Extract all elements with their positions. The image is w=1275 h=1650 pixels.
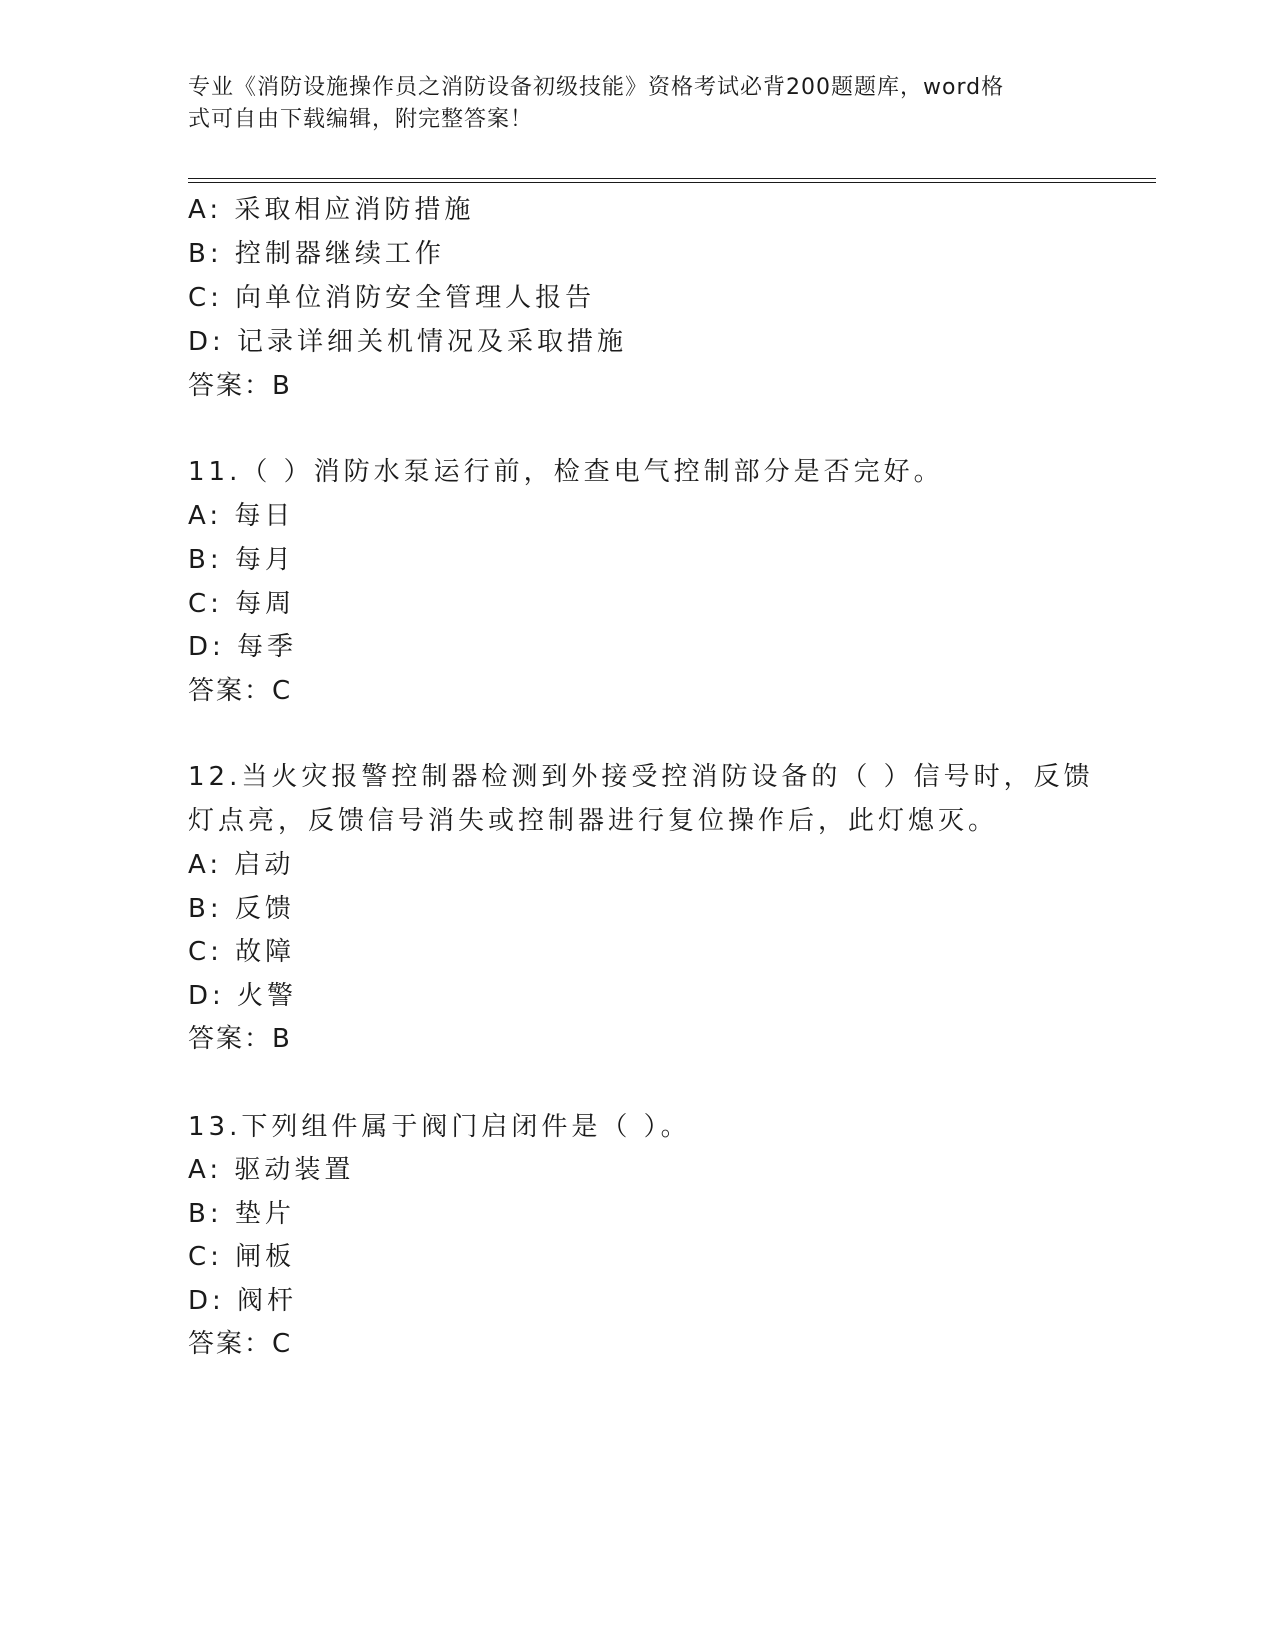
q11-option-d: D: 每季 [188,632,298,662]
q12-option-b: B: 反馈 [188,894,295,924]
q13-stem: 13.下列组件属于阀门启闭件是（ ）。 [188,1112,691,1142]
q13-option-d: D: 阀杆 [188,1286,298,1316]
header-divider-bottom [188,182,1156,183]
q11-stem: 11.（ ）消防水泵运行前，检查电气控制部分是否完好。 [188,457,944,487]
q12-option-d: D: 火警 [188,981,298,1011]
q12-stem-line-1: 12.当火灾报警控制器检测到外接受控消防设备的（ ）信号时，反馈 [188,762,1094,792]
q10-option-b: B: 控制器继续工作 [188,239,445,269]
q11-option-b: B: 每月 [188,545,295,575]
q10-option-c: C: 向单位消防安全管理人报告 [188,283,596,313]
q12-option-a: A: 启动 [188,850,295,880]
q13-option-b: B: 垫片 [188,1199,295,1229]
header-line-2: 式可自由下载编辑，附完整答案！ [188,107,534,132]
q11-option-a: A: 每日 [188,501,295,531]
q11-option-c: C: 每周 [188,589,296,619]
header-divider-top [188,178,1156,179]
q11-answer: 答案：C [188,676,293,706]
document-header [188,72,1068,136]
header-line-1: 专业《消防设施操作员之消防设备初级技能》资格考试必背200题题库，word格 [188,75,1005,100]
q13-option-a: A: 驱动装置 [188,1155,355,1185]
q12-stem-line-2: 灯点亮，反馈信号消失或控制器进行复位操作后，此灯熄灭。 [188,806,999,836]
q10-option-d: D: 记录详细关机情况及采取措施 [188,327,628,357]
q13-answer: 答案：C [188,1329,293,1359]
q12-answer: 答案：B [188,1024,292,1054]
q10-answer: 答案：B [188,371,292,401]
q13-option-c: C: 闸板 [188,1242,296,1272]
q12-option-c: C: 故障 [188,937,296,967]
q10-option-a: A: 采取相应消防措施 [188,195,475,225]
